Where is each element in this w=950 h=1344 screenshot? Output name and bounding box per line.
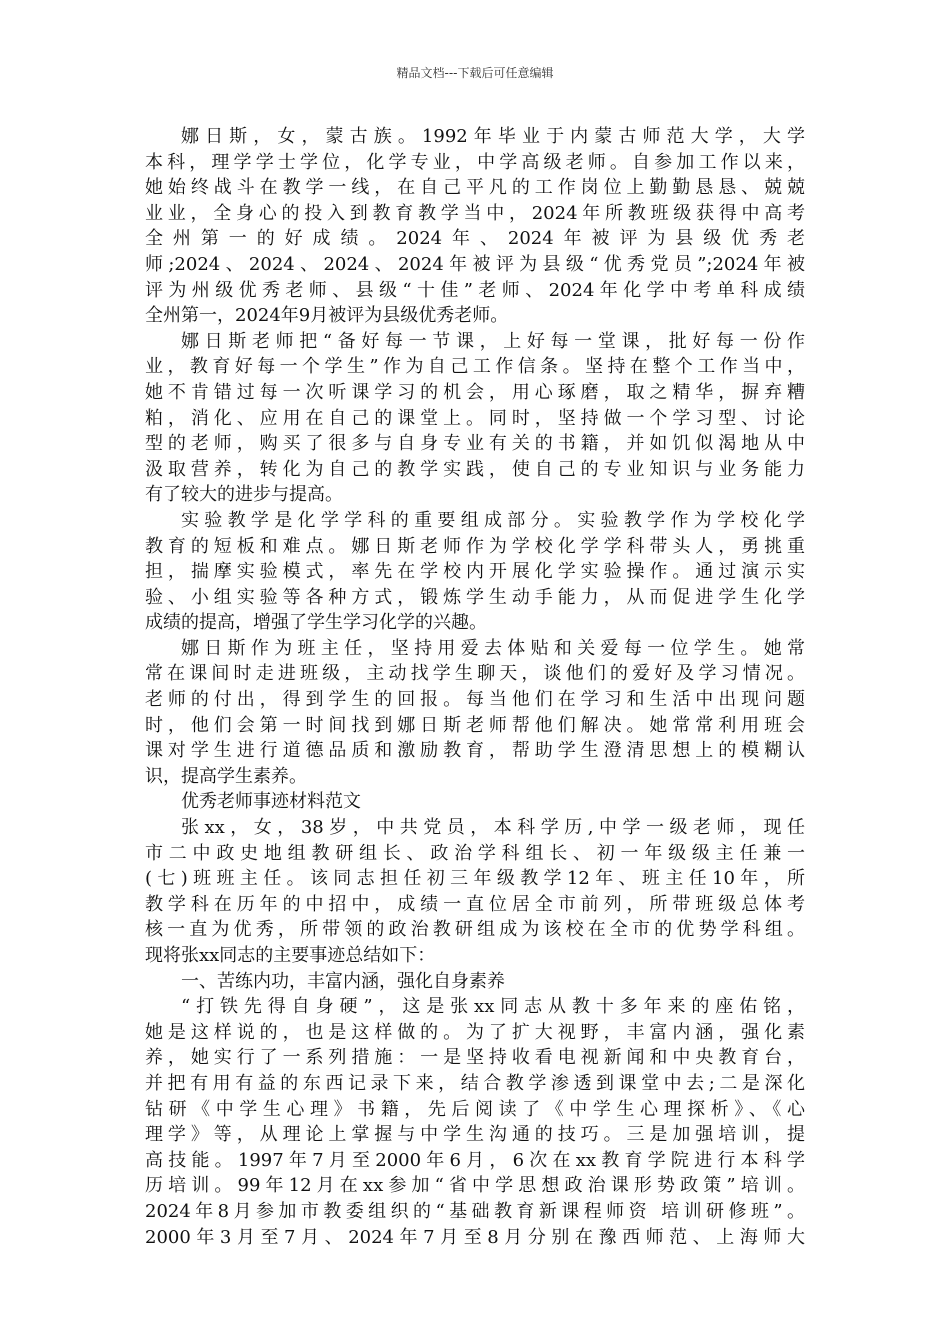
text-line: 有了较大的进步与提高。 — [145, 484, 343, 506]
text-line: 型的老师，购买了很多与自身专业有关的书籍，并如饥似渴地从中 — [145, 433, 805, 455]
text-line: 评为州级优秀老师、县级“十佳”老师、2024年化学中考单科成绩 — [145, 279, 805, 301]
text-line: 她始终战斗在教学一线，在自己平凡的工作岗位上勤勤恳恳、兢兢 — [145, 177, 805, 199]
text-line: 汲取营养，转化为自己的教学实践，使自己的专业知识与业务能力 — [145, 458, 805, 480]
text-line: 她是这样说的，也是这样做的。为了扩大视野，丰富内涵，强化素 — [145, 1021, 805, 1043]
text-line: 养，她实行了一系列措施：一是坚持收看电视新闻和中央教育台， — [145, 1047, 805, 1069]
text-line: 全州第一的好成绩。2024年、2024年被评为县级优秀老 — [145, 228, 805, 250]
document-body — [145, 124, 805, 1250]
text-line: 粕，消化、应用在自己的课堂上。同时，坚持做一个学习型、讨论 — [145, 407, 805, 429]
text-line: 娜日斯老师把“备好每一节课，上好每一堂课，批好每一份作 — [181, 330, 805, 352]
text-line: 娜日斯作为班主任，坚持用爱去体贴和关爱每一位学生。她常 — [181, 637, 805, 659]
text-line: (七)班班主任。该同志担任初三年级教学12年、班主任10年，所 — [145, 868, 805, 890]
text-line: 并把有用有益的东西记录下来，结合教学渗透到课堂中去;二是深化 — [145, 1072, 805, 1094]
text-line: 教育的短板和难点。娜日斯老师作为学校化学学科带头人，勇挑重 — [145, 535, 805, 557]
text-line: 历培训。99年12月在xx参加“省中学思想政治课形势政策”培训。 — [145, 1175, 805, 1197]
text-line: 钻研《中学生心理》书籍，先后阅读了《中学生心理探析》、《心 — [145, 1098, 805, 1120]
text-line: 业，教育好每一个学生”作为自己工作信条。坚持在整个工作当中， — [145, 356, 805, 378]
text-line: 课对学生进行道德品质和激励教育，帮助学生澄清思想上的模糊认 — [145, 740, 805, 762]
text-line: 成绩的提高，增强了学生学习化学的兴趣。 — [145, 612, 487, 634]
text-line: 师;2024、2024、2024、2024年被评为县级“优秀党员”;2024年被 — [145, 253, 805, 275]
text-line: 业业，全身心的投入到教育教学当中，2024年所教班级获得中高考 — [145, 202, 805, 224]
text-line: 优秀老师事迹材料范文 — [181, 791, 361, 813]
text-line: 市二中政史地组教研组长、政治学科组长、初一年级级主任兼一 — [145, 842, 805, 864]
text-line: 核一直为优秀，所带领的政治教研组成为该校在全市的优势学科组。 — [145, 919, 805, 941]
text-line: 时，他们会第一时间找到娜日斯老师帮他们解决。她常常利用班会 — [145, 714, 805, 736]
text-line: 现将张xx同志的主要事迹总结如下： — [145, 945, 436, 966]
text-line: 识，提高学生素养。 — [145, 765, 307, 787]
text-line: 娜日斯，女，蒙古族。1992年毕业于内蒙古师范大学，大学 — [181, 126, 805, 147]
text-line: 全州第一，2024年9月被评为县级优秀老师。 — [145, 305, 509, 327]
text-line: 2024年8月参加市教委组织的“基础教育新课程师资 培训研修班”。 — [145, 1200, 805, 1222]
text-line: 2000年3月至7月、2024年7月至8月分别在豫西师范、上海师大 — [145, 1226, 805, 1248]
text-line: 她不肯错过每一次听课学习的机会，用心琢磨，取之精华，摒弃糟 — [145, 381, 805, 403]
text-line: 高技能。1997年7月至2000年6月，6次在xx教育学院进行本科学 — [145, 1149, 805, 1171]
text-line: 本科，理学学士学位，化学专业，中学高级老师。自参加工作以来， — [145, 151, 805, 173]
text-line: 常在课间时走进班级，主动找学生聊天，谈他们的爱好及学习情况。 — [145, 663, 805, 685]
text-line: 张xx，女，38岁，中共党员，本科学历,中学一级老师，现任 — [181, 817, 805, 839]
text-line: 理学》等，从理论上掌握与中学生沟通的技巧。三是加强培训，提 — [145, 1124, 805, 1146]
text-line: 教学科在历年的中招中，成绩一直位居全市前列，所带班级总体考 — [145, 893, 805, 915]
text-line: 一、苦练内功，丰富内涵，强化自身素养 — [181, 970, 505, 992]
text-line: 实验教学是化学学科的重要组成部分。实验教学作为学校化学 — [181, 509, 805, 531]
text-line: 老师的付出，得到学生的回报。每当他们在学习和生活中出现问题 — [145, 689, 805, 711]
text-line: “打铁先得自身硬”，这是张xx同志从教十多年来的座佑铭， — [181, 996, 805, 1018]
text-line: 验、小组实验等各种方式，锻炼学生动手能力，从而促进学生化学 — [145, 586, 805, 608]
page-header: 精品文档---下载后可任意编辑 — [396, 66, 554, 80]
text-line: 担，揣摩实验模式，率先在学校内开展化学实验操作。通过演示实 — [145, 561, 805, 583]
